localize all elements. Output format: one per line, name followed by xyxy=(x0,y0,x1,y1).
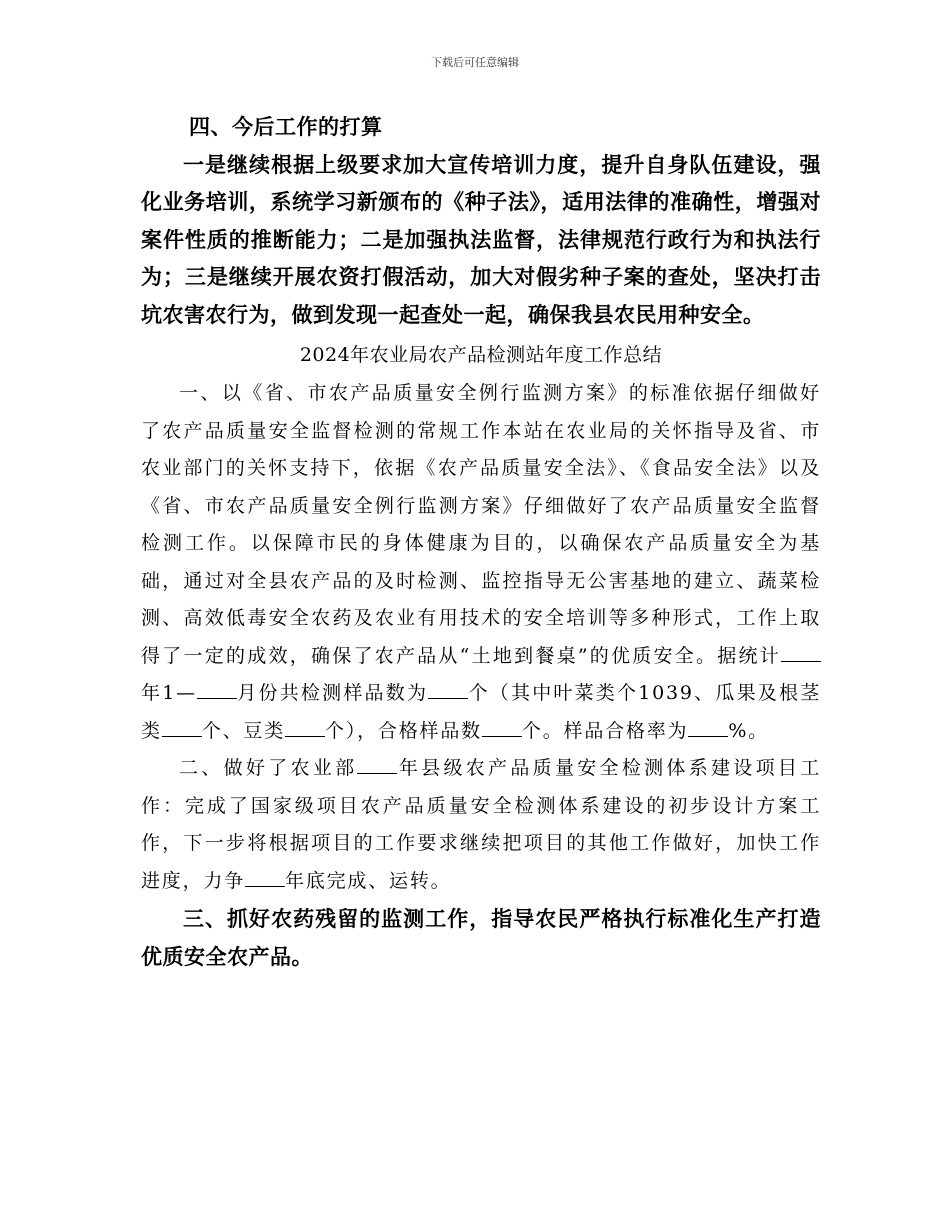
text-span: 个（其中叶菜类个1039、瓜果及根茎类 xyxy=(141,682,822,742)
paragraph-2 xyxy=(141,750,821,900)
text-span: 个），合格样品数 xyxy=(325,719,482,742)
text-span: 年1— xyxy=(141,682,197,704)
document-title: 2024年农业局农产品检测站年度工作总结 xyxy=(299,344,663,366)
paragraph-3: 三、抓好农药残留的监测工作，指导农民严格执行标准化生产打造优质安全农产品。 xyxy=(141,906,821,969)
text-span: 年县级农产品质量安全检测体系建设项目工作：完成了国家级项目农产品质量安全检测体系建设的初步设计方案工作，下一步将根据项目的工作要求继续把项目的其他工作做好，加快工作进度，力争 xyxy=(141,757,821,892)
blank-field xyxy=(197,680,237,699)
blank-field xyxy=(245,868,285,887)
header-note: 下载后可任意编辑 xyxy=(431,56,519,69)
text-span: 个、豆类 xyxy=(201,719,286,742)
blank-field xyxy=(285,718,325,737)
paragraph-1 xyxy=(141,375,821,750)
section-paragraph: 一是继续根据上级要求加大宣传培训力度，提升自身队伍建设，强化业务培训，系统学习新颁布的《种子法》，适用法律的准确性，增强对案件性质的推断能力；二是加强执法监督，法律规范行政行为和执法行为；三是继续开展农资打假活动，加大对假劣种子案的查处，坚决打击坑农害农行为，做到发现一起查处一起，确保我县农民用种安全。 xyxy=(141,151,821,327)
document-body xyxy=(141,108,821,975)
blank-field xyxy=(428,680,468,699)
blank-field xyxy=(162,718,202,737)
blank-field xyxy=(688,718,728,737)
text-span: 个。样品合格率为 xyxy=(521,719,689,742)
section-heading: 四、今后工作的打算 xyxy=(189,114,383,139)
text-span: 年底完成、运转。 xyxy=(285,869,452,892)
blank-field xyxy=(482,718,522,737)
text-span: 二、做好了农业部 xyxy=(179,757,358,779)
blank-field xyxy=(781,643,821,662)
text-span: 一、以《省、市农产品质量安全例行监测方案》的标准依据仔细做好了农产品质量安全监督检测的常规工作本站在农业局的关怀指导及省、市农业部门的关怀支持下，依据《农产品质量安全法》、《食品安全法》以及《省、市农产品质量安全例行监测方案》仔细做好了农产品质量安全监督检测工作。以保障市民的身体健康为目的，以确保农产品质量安全为基础，通过对全县农产品的及时检测、监控指导无公害基地的建立、蔬菜检测、高效低毒安全农药及农业有用技术的安全培训等多种形式，工作上取得了一定的成效，确保了农产品从“土地到餐桌”的优质安全。据统计 xyxy=(141,382,821,667)
text-span: 月份共检测样品数为 xyxy=(236,682,429,704)
text-span: %。 xyxy=(728,719,769,742)
blank-field xyxy=(357,755,397,774)
